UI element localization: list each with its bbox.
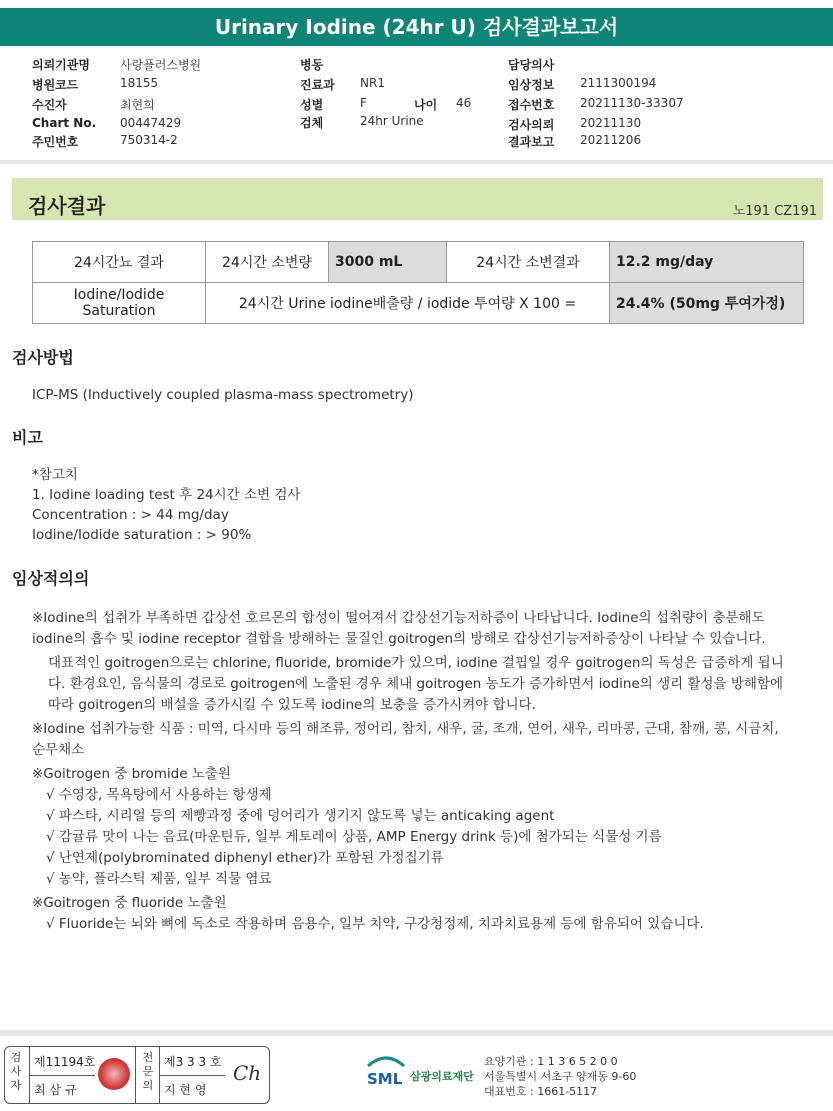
- info-label: 성별: [300, 98, 324, 112]
- info-value: 사랑플러스병원: [120, 58, 202, 72]
- divider: [0, 160, 833, 164]
- info-label: 담당의사: [508, 58, 555, 72]
- list-item: √ Fluoride는 뇌와 뼈에 독소로 작용하며 음용수, 일부 치약, 구강청정제, 치과치료용제 등에 함유되어 있습니다.: [46, 916, 704, 932]
- info-label: 접수번호: [508, 98, 555, 112]
- remarks-line: 1. Iodine loading test 후 24시간 소변 검사: [32, 487, 301, 503]
- info-value: 46: [456, 96, 472, 110]
- seal-stamp: [98, 1058, 130, 1090]
- remarks-line: *참고치: [32, 467, 78, 483]
- signature-box: [4, 1046, 270, 1104]
- clinical-paragraph: ※Goitrogen 중 bromide 노출원: [32, 766, 231, 782]
- info-label: Chart No.: [32, 116, 97, 130]
- list-item: √ 수영장, 목욕탕에서 사용하는 항생제: [46, 787, 272, 803]
- info-label: 병동: [300, 58, 324, 72]
- patient-info: [0, 56, 833, 156]
- remarks-title: 비고: [12, 428, 43, 447]
- result-band: [12, 178, 823, 220]
- info-label: 주민번호: [32, 135, 79, 149]
- list-item: √ 농약, 플라스틱 제품, 일부 직물 염료: [46, 871, 272, 887]
- divider: [159, 1075, 225, 1076]
- result-table: [32, 241, 804, 324]
- info-label: 수진자: [32, 98, 67, 112]
- result-code: 노191 CZ191: [732, 204, 817, 219]
- inspector-license: 제11194호: [34, 1055, 96, 1069]
- info-value: 20211130-33307: [580, 96, 684, 110]
- reviewer-name: 지 현 영: [164, 1083, 207, 1097]
- clinical-paragraph: ※Iodine의 섭취가 부족하면 갑상선 호르몬의 합성이 떨어져서 갑상선기능저하증이 나타납니다. Iodine의 섭취량이 충분해도 iodine의 흡수 및 iodine receptor 결합을 방해하는 물질인 goitrogen의 방해로 갑상선기능저하증상이 나타날 수 있습니다.: [32, 610, 766, 647]
- info-label: 임상정보: [508, 78, 555, 92]
- address-line: 대표번호 : 1661-5117: [484, 1085, 598, 1098]
- table-cell: 12.2 mg/day: [610, 242, 804, 283]
- method-title: 검사방법: [12, 348, 74, 367]
- remarks-line: Concentration : > 44 mg/day: [32, 507, 229, 523]
- table-cell: Iodine/Iodide Saturation: [33, 283, 206, 324]
- report-title: Urinary Iodine (24hr U) 검사결과보고서: [0, 8, 833, 46]
- clinical-paragraph: ※Goitrogen 중 fluoride 노출원: [32, 895, 227, 911]
- divider: [0, 1030, 833, 1036]
- table-row: [33, 242, 804, 283]
- address-line: 요양기관 : 1 1 3 6 5 2 0 0: [484, 1055, 618, 1068]
- handwritten-signature: Ch: [233, 1061, 262, 1085]
- table-row: [33, 283, 804, 324]
- table-cell: 3000 mL: [329, 242, 447, 283]
- table-cell: 24시간 소변량: [206, 242, 329, 283]
- info-value: 최현희: [120, 98, 155, 112]
- reviewer-label: 전문의: [142, 1051, 154, 1092]
- clinical-section: [32, 608, 792, 935]
- info-value: 750314-2: [120, 133, 178, 147]
- clinical-paragraph: ※Iodine 섭취가능한 식품 : 미역, 다시마 등의 해조류, 정어리, 참치, 새우, 굴, 조개, 연어, 새우, 리마콩, 근대, 참깨, 콩, 시금치, 순무채소: [32, 721, 779, 758]
- org-name: 삼광의료재단: [410, 1070, 474, 1083]
- divider: [135, 1047, 136, 1103]
- info-label: 결과보고: [508, 135, 555, 149]
- org-address: [484, 1054, 636, 1099]
- divider: [29, 1075, 95, 1076]
- list-item: √ 파스타, 시리얼 등의 제빵과정 중에 덩어리가 생기지 않도록 넣는 anticaking agent: [46, 808, 555, 824]
- info-label: 의뢰기관명: [32, 58, 90, 72]
- reviewer-license: 제3 3 3 호: [164, 1055, 222, 1069]
- info-value: 00447429: [120, 116, 182, 130]
- inspector-label: 검사자: [10, 1051, 22, 1092]
- table-cell: 24시간뇨 결과: [33, 242, 206, 283]
- result-title: 검사결과: [28, 194, 106, 218]
- table-cell: 24시간 Urine iodine배출량 / iodide 투여량 X 100 =: [206, 283, 610, 324]
- info-value: 2111300194: [580, 76, 657, 90]
- address-line: 서울특별시 서초구 양재동 9-60: [484, 1070, 637, 1083]
- sml-logo: [364, 1052, 408, 1092]
- info-label: 진료과: [300, 78, 335, 92]
- list-item: √ 감귤류 맛이 나는 음료(마운틴듀, 일부 게토레이 상품, AMP Energy drink 등)에 첨가되는 식물성 기름: [46, 829, 662, 845]
- info-value: 24hr Urine: [360, 114, 424, 128]
- info-label: 검체: [300, 116, 324, 130]
- info-value: 20211206: [580, 133, 642, 147]
- logo-text: SML: [367, 1070, 403, 1088]
- table-cell: 24시간 소변결과: [447, 242, 610, 283]
- list-item: √ 난연제(polybrominated diphenyl ether)가 포함된 가정집기류: [46, 850, 444, 866]
- info-value: 20211130: [580, 116, 642, 130]
- method-text: ICP-MS (Inductively coupled plasma-mass spectrometry): [32, 387, 414, 403]
- info-value: F: [360, 96, 367, 110]
- info-label: 나이: [414, 98, 438, 112]
- table-cell: 24.4% (50mg 투여가정): [610, 283, 804, 324]
- remarks-line: Iodine/Iodide saturation : > 90%: [32, 527, 252, 543]
- inspector-name: 최 삼 규: [34, 1083, 77, 1097]
- clinical-paragraph: 대표적인 goitrogen으로는 chlorine, fluoride, bromide가 있으며, iodine 결핍일 경우 goitrogen의 독성은 급증하게 됩니다. 환경요인, 음식물의 경로로 goitrogen에 노출된 경우 체내 goitrogen 농도가 증가하면서 iodine의 생리 활성을 방해함에 따라 goitrogen의 배설을 증가시킬 수 있도록 iodine의 보충을 증가시켜야 합니다.: [48, 655, 784, 713]
- info-label: 병원코드: [32, 78, 79, 92]
- info-value: NR1: [360, 76, 385, 90]
- clinical-title: 임상적의의: [12, 569, 90, 588]
- info-value: 18155: [120, 76, 159, 90]
- info-label: 검사의뢰: [508, 118, 555, 132]
